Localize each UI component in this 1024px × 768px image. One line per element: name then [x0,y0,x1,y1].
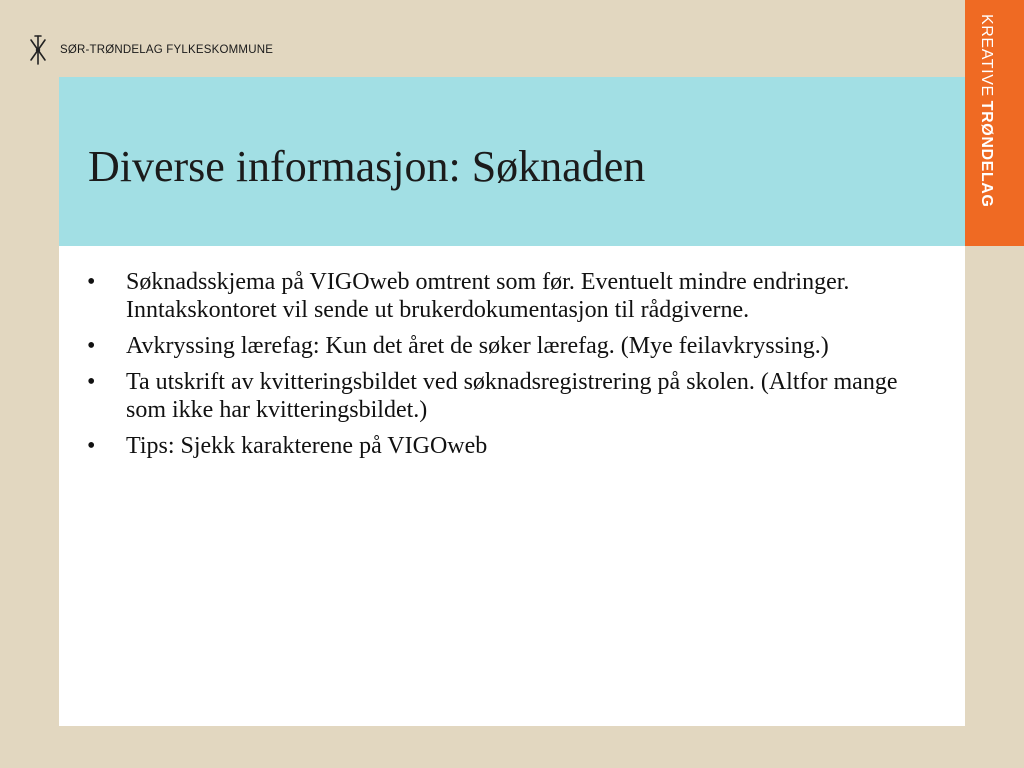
slide-title: Diverse informasjon: Søknaden [88,142,646,191]
bullet-marker: • [87,433,96,459]
county-crest-icon [26,33,50,67]
brand-label [976,14,996,207]
brand-strip [965,0,1024,246]
list-item [85,268,935,324]
county-logo [26,33,273,67]
bullet-marker: • [87,333,96,359]
list-item [85,332,935,360]
bullet-list [59,246,965,460]
bullet-marker: • [87,269,96,295]
title-bar [59,77,965,246]
list-item [85,432,935,460]
slide-content [59,246,965,726]
bullet-text: Søknadsskjema på VIGOweb omtrent som før. Eventuelt mindre endringer. Inntakskontoret vil sende ut brukerdokumentasjon til rådgiverne. [126,269,850,323]
bullet-text: Ta utskrift av kvitteringsbildet ved søknadsregistrering på skolen. (Altfor mange som ikke har kvitteringsbildet.) [126,369,898,423]
bullet-text: Avkryssing lærefag: Kun det året de søker lærefag. (Mye feilavkryssing.) [126,333,829,359]
brand-bold-text: TRØNDELAG [977,100,995,208]
brand-light-text: KREATIVE [977,14,995,97]
bullet-text: Tips: Sjekk karakterene på VIGOweb [126,433,488,459]
org-name: SØR-TRØNDELAG FYLKESKOMMUNE [60,44,274,56]
list-item [85,368,935,424]
bullet-marker: • [87,369,96,395]
